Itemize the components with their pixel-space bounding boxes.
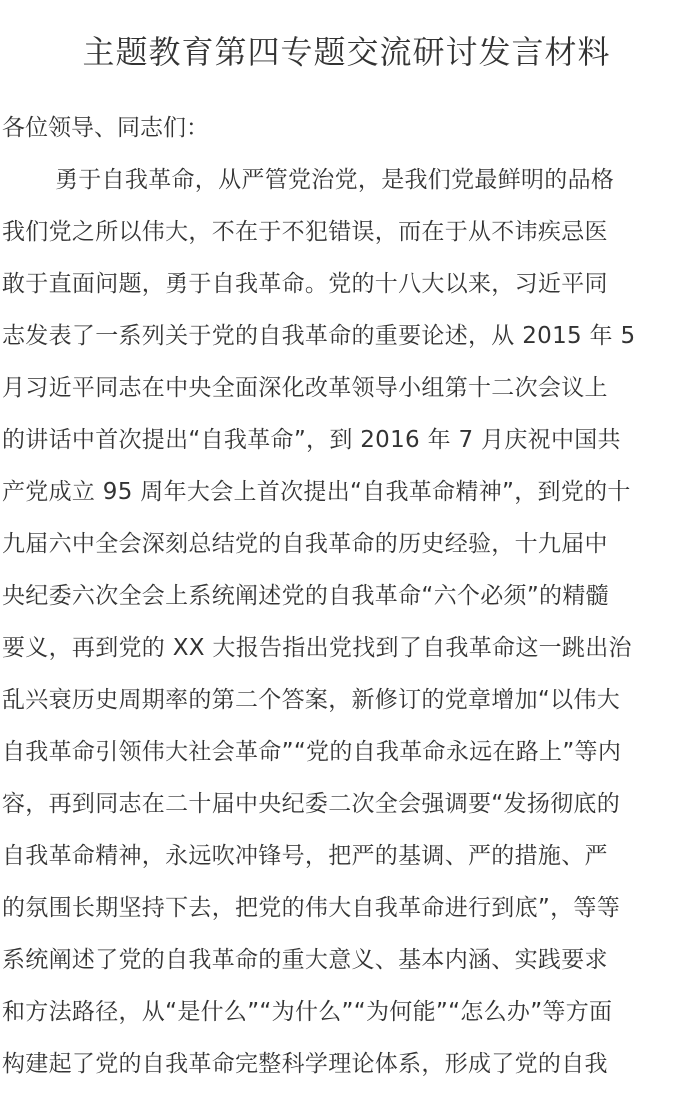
body-line: 央纪委六次全会上系统阐述党的自我革命“六个必须”的精髓	[2, 583, 609, 609]
salutation: 各位领导、同志们：	[2, 115, 209, 141]
body-line: 敢于直面问题，勇于自我革命。党的十八大以来，习近平同	[2, 271, 608, 297]
body-line: 乱兴衰历史周期率的第二个答案，新修订的党章增加“以伟大	[2, 687, 621, 713]
body-line: 产党成立 95 周年大会上首次提出“自我革命精神”，到党的十	[2, 479, 631, 505]
body-line: 构建起了党的自我革命完整科学理论体系，形成了党的自我	[2, 1051, 608, 1077]
body-line: 和方法路径，从“是什么”“为什么”“为何能”“怎么办”等方面	[2, 999, 613, 1025]
body-line: 的氛围长期坚持下去，把党的伟大自我革命进行到底”，等等	[2, 895, 621, 921]
body-text	[0, 160, 693, 1096]
document-title: 主题教育第四专题交流研讨发言材料	[82, 33, 611, 71]
body-line: 志发表了一系列关于党的自我革命的重要论述，从 2015 年 5	[2, 323, 636, 349]
body-line: 自我革命精神，永远吹冲锋号，把严的基调、严的措施、严	[2, 843, 608, 869]
body-line: 自我革命引领伟大社会革命”“党的自我革命永远在路上”等内	[2, 739, 622, 765]
body-line: 月习近平同志在中央全面深化改革领导小组第十二次会议上	[2, 375, 608, 401]
body-line: 的讲话中首次提出“自我革命”，到 2016 年 7 月庆祝中国共	[2, 427, 621, 453]
body-line: 我们党之所以伟大，不在于不犯错误，而在于从不讳疾忌医	[2, 219, 608, 245]
body-line: 容，再到同志在二十届中央纪委二次全会强调要“发扬彻底的	[2, 791, 621, 817]
body-line: 系统阐述了党的自我革命的重大意义、基本内涵、实践要求	[2, 947, 608, 973]
body-line: 勇于自我革命，从严管党治党，是我们党最鲜明的品格	[55, 167, 615, 193]
body-line: 九届六中全会深刻总结党的自我革命的历史经验，十九届中	[2, 531, 608, 557]
body-line: 要义，再到党的 XX 大报告指出党找到了自我革命这一跳出治	[2, 635, 632, 661]
